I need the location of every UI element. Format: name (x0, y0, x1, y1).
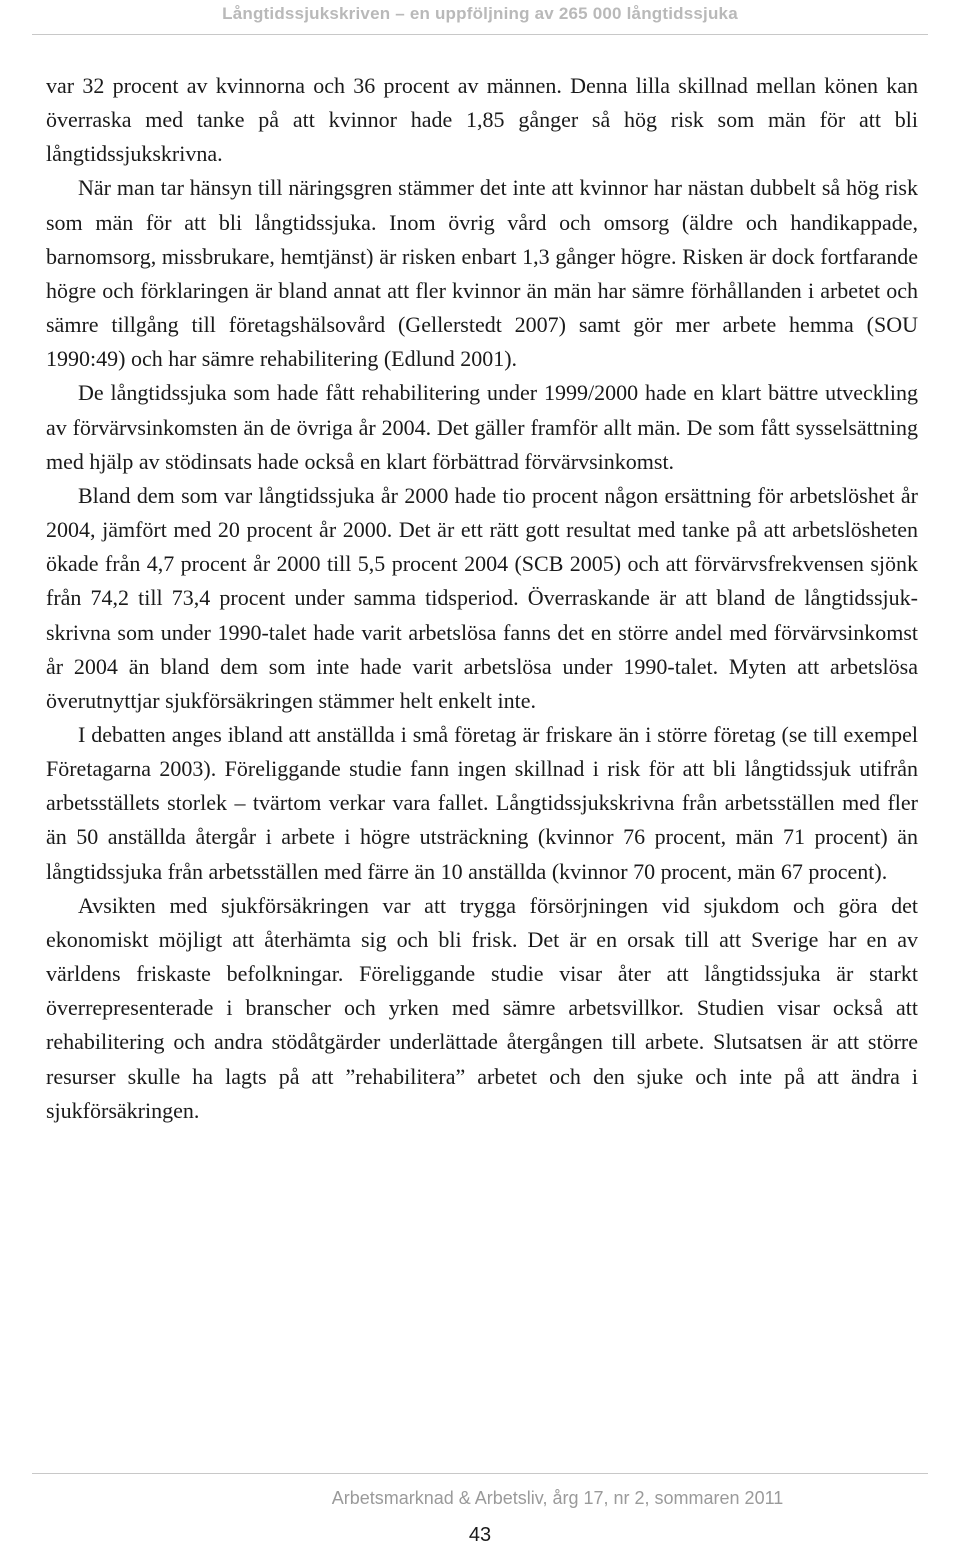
footer-divider (32, 1473, 928, 1474)
paragraph: Avsikten med sjukförsäkringen var att trygga försörjningen vid sjukdom och göra det ekonomiskt möjligt att återhämta sig och bli frisk. Det är en orsak till att Sverige har en av världens friskaste befolkningar. Föreliggande studie visar åter att långtidssjuka är starkt överrepresenterade i branscher och yrken med sämre arbetsvillkor. Studien visar också att rehabilitering och andra stödåtgärder underlättade återgången till arbete. Slutsatsen är att större resurser skulle ha lagts på att ”rehabilitera” arbetet och den sjuke och inte på att ändra i sjukförsäkringen. (46, 892, 918, 1123)
running-header: Långtidssjukskriven – en uppföljning av 265 000 långtidssjuka (222, 4, 738, 23)
header-divider (32, 34, 928, 35)
paragraph: Bland dem som var långtidssjuka år 2000 hade tio procent någon ersättning för arbetslöshet år 2004, jämfört med 20 procent år 2000. Det är ett rätt gott resultat med tanke på att arbetslösheten ökade från 4,7 procent år 2000 till 5,5 procent 2004 (SCB 2005) och att förvärvsfrekvensen sjönk från 74,2 till 73,4 procent under samma tidsperiod. Överraskande är att bland de långtidssjukskrivna som under 1990-talet hade varit arbetslösa fanns det en större andel med förvärvsinkomst år 2004 än bland dem som inte hade varit arbetslösa under 1990-talet. Myten att arbetslösa överutnyttjar sjukförsäkringen stämmer helt enkelt inte. (46, 482, 918, 713)
page-number: 43 (468, 1524, 492, 1546)
paragraph: När man tar hänsyn till näringsgren stämmer det inte att kvinnor har nästan dubbelt så hög risk som män för att bli långtidssjuka. Inom övrig vård och omsorg (äldre och handikappade, barnomsorg, missbrukare, hemtjänst) är risken enbart 1,3 gånger högre. Risken är dock fortfarande högre och förklaringen är bland annat att fler kvinnor än män har sämre förhållanden i arbetet och sämre tillgång till företagshälsovård (Gellerstedt 2007) samt gör mer arbete hemma (SOU 1990:49) och har sämre rehabilitering (Edlund 2001). (46, 175, 918, 372)
paragraph-continued: var 32 procent av kvinnorna och 36 procent av männen. Denna lilla skillnad mellan könen kan överraska med tanke på att kvinnor hade 1,85 gånger så hög risk som män för att bli långtidssjukskrivna. (46, 73, 918, 167)
journal-citation: Arbetsmarknad & Arbetsliv, årg 17, nr 2, sommaren 2011 (331, 1488, 784, 1508)
body-text (46, 69, 918, 1128)
paragraph: De långtidssjuka som hade fått rehabilitering under 1999/2000 hade en klart bättre utveckling av förvärvsinkomsten än de övriga år 2004. Det gäller framför allt män. De som fått sysselsättning med hjälp av stödinsats hade också en klart förbättrad förvärvsinkomst. (46, 380, 918, 474)
paragraph: I debatten anges ibland att anställda i små företag är friskare än i större företag (se till exempel Företagarna 2003). Föreliggande studie fann ingen skillnad i risk för att bli långtidssjuk utifrån arbetsställets storlek – tvärtom verkar vara fallet. Långtidssjukskrivna från arbetsställen med fler än 50 anställda återgår i arbete i högre utsträckning (kvinnor 76 procent, män 71 procent) än långtidssjuka från arbetsställen med färre än 10 anställda (kvinnor 70 procent, män 67 procent). (46, 721, 918, 884)
